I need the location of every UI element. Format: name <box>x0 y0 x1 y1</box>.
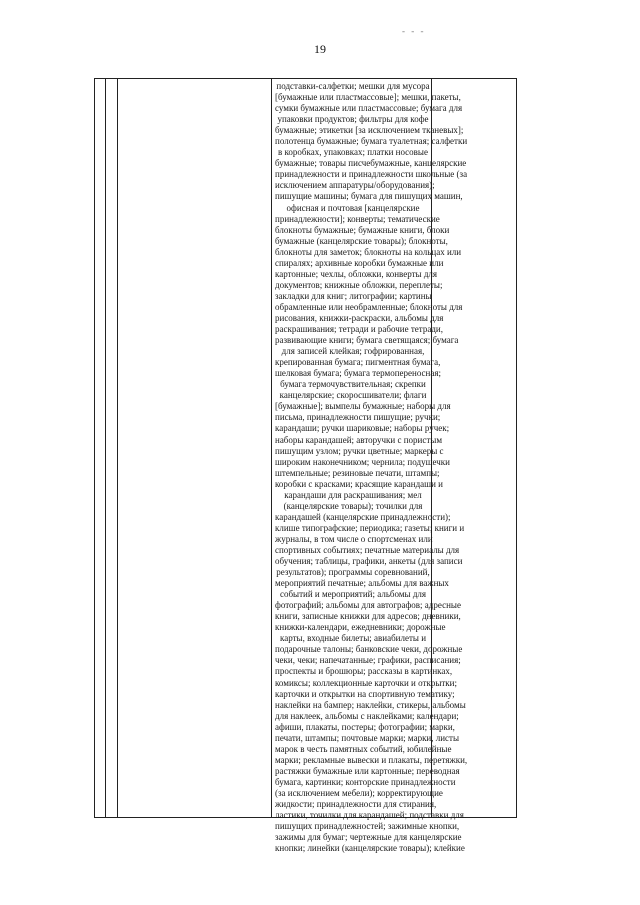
goods-text-line: комиксы; коллекционные карточки и открытки; <box>275 677 457 688</box>
goods-text-line: карточки и открытки на спортивную тематику; <box>275 688 455 699</box>
goods-text-line: бумажные; товары писчебумажные, канцелярские <box>275 158 467 169</box>
goods-text-line: офисная и почтовая [канцелярские <box>286 202 420 213</box>
goods-text-line: развивающие книги; бумага светящаяся; бумага <box>275 335 459 346</box>
goods-text-line: рисования, книжки-раскраски, альбомы для <box>275 312 444 323</box>
goods-text-line: в коробках, упаковках; платки носовые <box>278 147 428 158</box>
goods-text-line: исключением аппаратуры/оборудования); <box>275 180 435 191</box>
table-column-divider <box>105 79 106 817</box>
goods-text-line: принадлежности и принадлежности школьные (за <box>275 169 468 180</box>
goods-text-line: пишущим узлом; ручки цветные; маркеры с <box>275 445 444 456</box>
goods-text-line: спиралях; архивные коробки бумажные или <box>275 257 444 268</box>
goods-text-line: блокноты для заметок; блокноты на кольцах или <box>275 246 462 257</box>
page-number: 19 <box>314 42 326 56</box>
goods-text-line: принадлежности]; конверты; тематические <box>275 213 440 224</box>
goods-table <box>94 78 517 854</box>
goods-text-line: крепированная бумага; пигментная бумага, <box>275 357 441 368</box>
goods-text-line: письма, принадлежности пишущие; ручки; <box>275 412 441 423</box>
goods-text-line: бумага термочувствительная; скрепки <box>280 379 426 390</box>
goods-text-line: закладки для книг; литографии; картины <box>275 290 432 301</box>
table-column-divider <box>271 79 272 817</box>
goods-text-line: для наклеек, альбомы с наклейками; календари; <box>275 710 459 721</box>
goods-text-line: марок в честь памятных событий, юбилейные <box>275 743 452 754</box>
goods-text-line: жидкости; принадлежности для стирания, <box>275 799 437 810</box>
goods-text-line: карандашей (канцелярские принадлежности); <box>275 511 451 522</box>
goods-text-line: сумки бумажные или пластмассовые; бумага для <box>275 103 463 114</box>
goods-text-line: упаковки продуктов; фильтры для кофе <box>277 114 429 125</box>
goods-text-line: картонные; чехлы, обложки, конверты для <box>275 268 438 279</box>
goods-text-line: документов; книжные обложки, переплеты; <box>275 279 443 290</box>
goods-text-line: карандаши для раскрашивания; мел <box>284 489 422 500</box>
goods-text-line: растяжки бумажные или картонные; переводная <box>275 765 460 776</box>
goods-text-line: печати, штампы; почтовые марки; марки, листы <box>275 732 460 743</box>
goods-text-line: марки; рекламные вывески и плакаты, перетяжки, <box>275 754 468 765</box>
goods-text-line: пишущих принадлежностей; зажимные кнопки, <box>275 821 460 832</box>
table-column-divider <box>117 79 118 817</box>
goods-text-line: обрамленные или необрамленные; блокноты для <box>275 301 463 312</box>
goods-text-line: канцелярские; скоросшиватели; флаги <box>279 390 427 401</box>
goods-text-line: штемпельные; резиновые печати, штампы; <box>275 467 440 478</box>
goods-text-line: обучения; таблицы, графики, анкеты (для записи <box>275 556 463 567</box>
goods-text-line: бумажные; этикетки [за исключением тканевых]; <box>275 125 464 136</box>
goods-text-line: [бумажные или пластмассовые]; мешки, пакеты, <box>275 92 461 103</box>
goods-text-line: мероприятий печатные; альбомы для важных <box>275 578 449 589</box>
goods-text-line: книги, записные книжки для адресов; дневники, <box>275 611 461 622</box>
goods-text-line: книжки-календари, ежедневники; дорожные <box>275 622 446 633</box>
corner-mark: - - - <box>402 26 426 36</box>
goods-text-line: карандаши; ручки шариковые; наборы ручек; <box>275 423 450 434</box>
goods-text-line: наборы карандашей; авторучки с пористым <box>275 434 443 445</box>
goods-text-line: пишущие машины; бумага для пишущих машин, <box>275 191 463 202</box>
goods-text-line: бумага, картинки; конторские принадлежности <box>275 776 456 787</box>
goods-text-line: кнопки; линейки (канцелярские товары); клейкие <box>275 843 465 854</box>
goods-text-line: карты, входные билеты; авиабилеты и <box>279 633 427 644</box>
goods-text-line: зажимы для бумаг; чертежные для канцелярские <box>275 832 462 843</box>
goods-text-line: подставки-салфетки; мешки для мусора <box>276 81 430 91</box>
goods-text-line: бумажные (канцелярские товары); блокноты, <box>275 235 448 246</box>
goods-text-line: афиши, плакаты, постеры; фотографии; марки, <box>275 721 455 732</box>
goods-text-line: ластики, точилки для карандашей; подставки для <box>275 810 464 821</box>
goods-text-line: полотенца бумажные; бумага туалетная; салфетки <box>275 136 468 147</box>
goods-text-line: [бумажные]; вымпелы бумажные; наборы для <box>275 401 451 412</box>
goods-list-text <box>275 81 468 854</box>
goods-text-line: (за исключением мебели); корректирующие <box>275 788 443 798</box>
goods-text-line: проспекты и брошюры; рассказы в картинках, <box>275 666 453 677</box>
goods-text-line: шелковая бумага; бумага термопереносная; <box>275 368 441 379</box>
goods-text-line: наклейки на бампер; наклейки, стикеры, альбомы <box>275 699 466 710</box>
goods-text-line: клише типографские; периодика; газеты; книги и <box>275 522 465 533</box>
goods-text-line: широким наконечником; чернила; подушечки <box>275 456 450 467</box>
goods-text-line: раскрашивания; тетради и рабочие тетради, <box>275 324 443 335</box>
goods-text-line: подарочные талоны; банковские чеки, дорожные <box>275 644 463 655</box>
goods-text-line: (канцелярские товары); точилки для <box>283 500 423 511</box>
goods-list-cell <box>275 81 468 854</box>
goods-text-line: журналы, в том числе о спортсменах или <box>275 533 433 544</box>
goods-text-line: фотографий; альбомы для автографов; адресные <box>275 600 461 611</box>
goods-text-line: чеки, чеки; напечатанные; графики, расписания; <box>275 655 461 666</box>
goods-text-line: спортивных событиях; печатные материалы для <box>275 544 460 555</box>
goods-text-line: для записей клейкая; гофрированная, <box>281 346 425 357</box>
goods-text-line: событий и мероприятий; альбомы для <box>279 589 427 600</box>
goods-text-line: блокноты бумажные; бумажные книги, блоки <box>275 224 450 235</box>
goods-text-line: результатов); программы соревнований, <box>276 567 430 578</box>
goods-text-line: коробки с красками; красящие карандаши и <box>275 478 443 489</box>
